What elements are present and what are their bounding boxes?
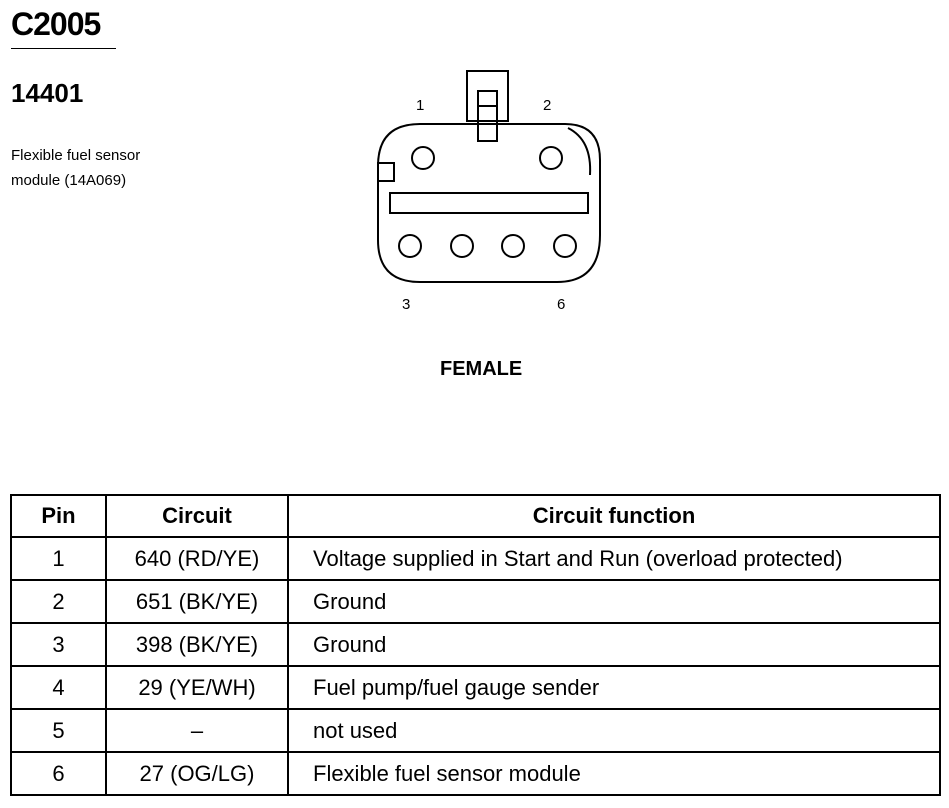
cell-circuit: 29 (YE/WH) (106, 666, 288, 709)
cell-circuit: 651 (BK/YE) (106, 580, 288, 623)
header-pin: Pin (11, 495, 106, 537)
table-row (11, 709, 940, 752)
cell-circuit-function: Fuel pump/fuel gauge sender (288, 666, 940, 709)
cell-circuit: 398 (BK/YE) (106, 623, 288, 666)
header-circuit: Circuit (106, 495, 288, 537)
connector-body (378, 124, 600, 282)
cell-pin: 1 (11, 537, 106, 580)
table-header-row (11, 495, 940, 537)
connector-id: C2005 (11, 6, 101, 42)
pin-cavity-6 (554, 235, 576, 257)
cell-pin: 2 (11, 580, 106, 623)
module-description-line-2: module (14A069) (11, 172, 127, 189)
cell-pin: 6 (11, 752, 106, 795)
pin-cavity-3 (399, 235, 421, 257)
table-row (11, 666, 940, 709)
cell-circuit-function: Ground (288, 580, 940, 623)
pin-cavity-1 (412, 147, 434, 169)
cell-pin: 5 (11, 709, 106, 752)
cell-circuit: 640 (RD/YE) (106, 537, 288, 580)
cell-circuit: 27 (OG/LG) (106, 752, 288, 795)
cell-circuit: – (106, 709, 288, 752)
cell-circuit-function: Flexible fuel sensor module (288, 752, 940, 795)
pin-label-3: 3 (402, 296, 411, 313)
table-row (11, 580, 940, 623)
table-row (11, 623, 940, 666)
pin-cavity-4 (451, 235, 473, 257)
module-description-line-1: Flexible fuel sensor (11, 147, 141, 164)
connector-face-diagram (0, 0, 949, 400)
cell-circuit-function: Voltage supplied in Start and Run (overload protected) (288, 537, 940, 580)
cell-circuit-function: not used (288, 709, 940, 752)
part-number: 14401 (11, 78, 84, 108)
pin-cavity-2 (540, 147, 562, 169)
pin-label-1: 1 (416, 97, 425, 114)
center-slot (390, 193, 588, 213)
keying-notch (378, 163, 394, 181)
cell-circuit-function: Ground (288, 623, 940, 666)
pin-label-2: 2 (543, 97, 552, 114)
pin-label-6: 6 (557, 296, 566, 313)
body-inner-edge-right (568, 128, 590, 175)
cell-pin: 3 (11, 623, 106, 666)
cell-pin: 4 (11, 666, 106, 709)
table-row (11, 752, 940, 795)
pinout-table (10, 494, 941, 796)
header-circuit-function: Circuit function (288, 495, 940, 537)
connector-gender-label: FEMALE (440, 358, 523, 380)
locking-tab (467, 71, 508, 141)
pin-cavity-5 (502, 235, 524, 257)
table-row (11, 537, 940, 580)
